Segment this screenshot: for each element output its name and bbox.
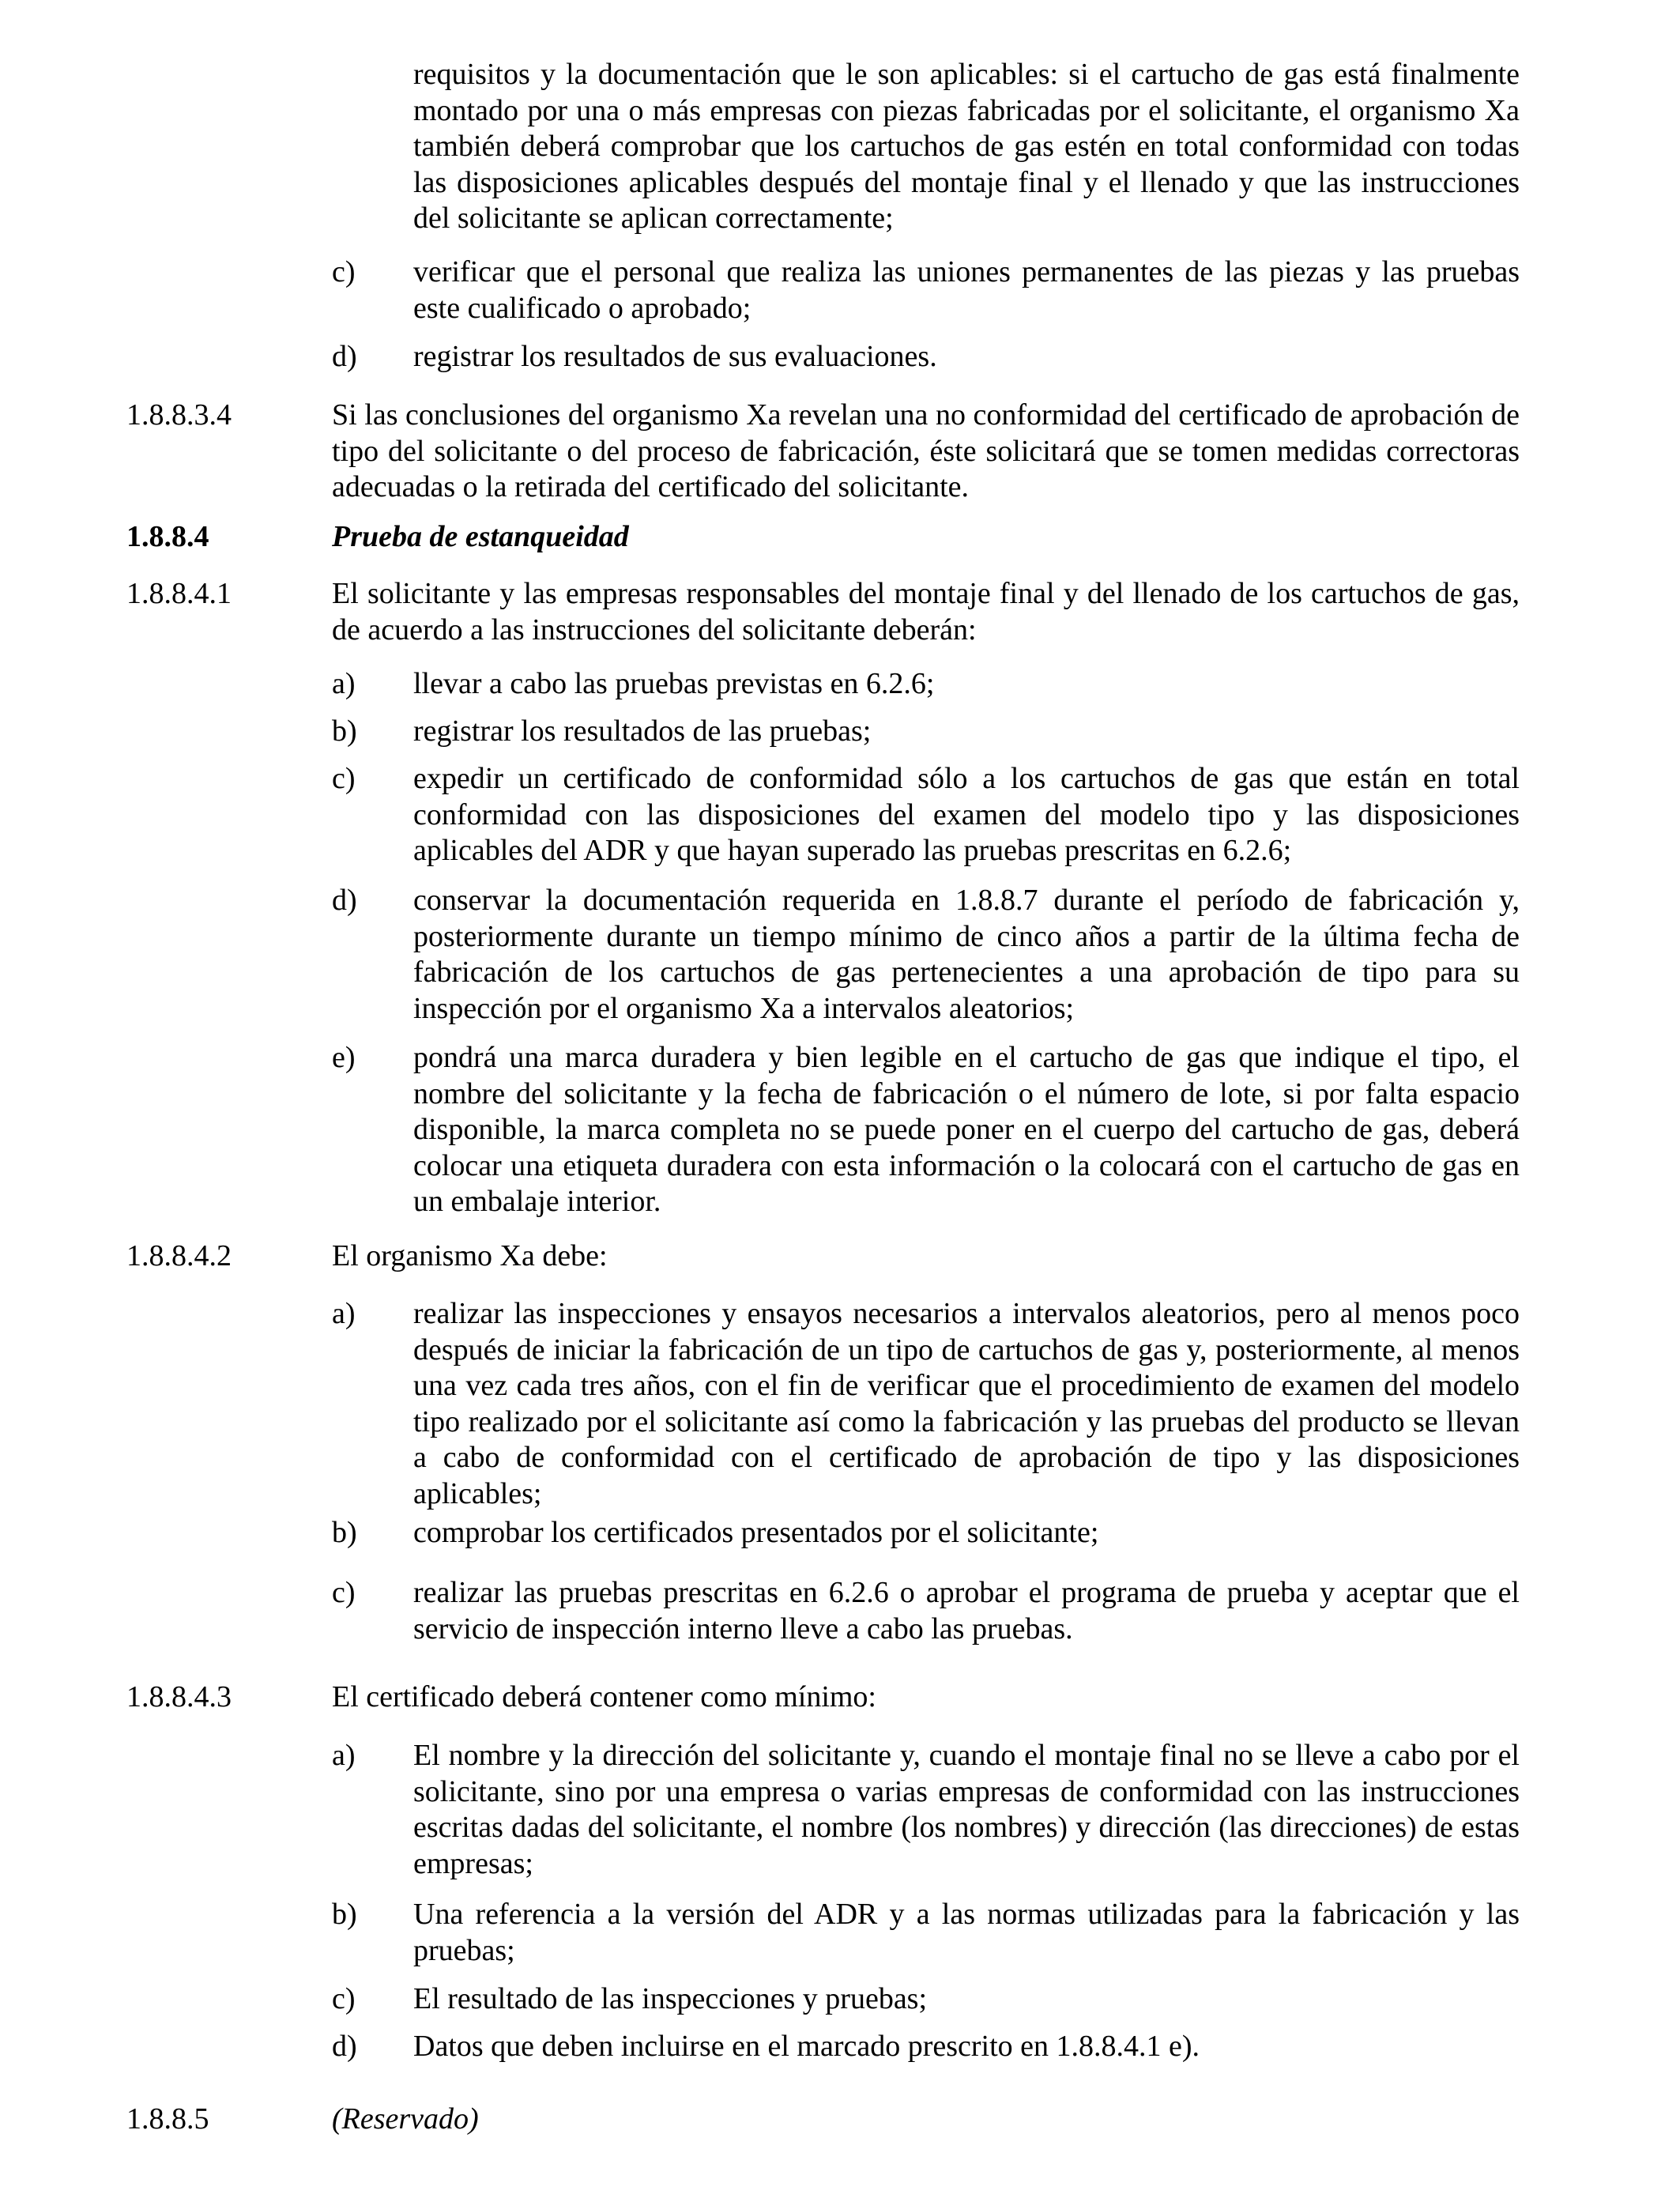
intro-paragraph: requisitos y la documentación que le son aplicables: si el cartucho de gas está finalmente montado por una o más empresas con piezas fabricadas por el solicitante, el organismo Xa también deberá comprobar que los cartuchos de gas estén en total conformidad con todas las disposiciones aplicables después del montaje final y el llenado y que las instrucciones del solicitante se aplican correctamente; xyxy=(413,58,1520,235)
list-text: registrar los resultados de sus evaluaciones. xyxy=(413,340,937,373)
list-letter: a) xyxy=(332,1739,356,1772)
list-letter: d) xyxy=(332,2030,357,2063)
section-number: 1.8.8.4.1 xyxy=(126,577,232,610)
list-text: expedir un certificado de conformidad sólo a los cartuchos de gas que están en total conformidad con las disposiciones del examen del modelo tipo y las disposiciones aplicables del ADR y que hayan superado las pruebas prescritas en 6.2.6; xyxy=(413,762,1520,867)
list-letter: b) xyxy=(332,1898,357,1931)
list-text: Datos que deben incluirse en el marcado prescrito en 1.8.8.4.1 e). xyxy=(413,2030,1200,2063)
section-number: 1.8.8.5 xyxy=(126,2102,209,2136)
list-letter: c) xyxy=(332,255,356,288)
section-text: El solicitante y las empresas responsables del montaje final y del llenado de los cartuchos de gas, de acuerdo a las instrucciones del solicitante deberán: xyxy=(332,577,1520,647)
list-letter: c) xyxy=(332,1576,356,1609)
section-text: El organismo Xa debe: xyxy=(332,1239,608,1272)
list-letter: e) xyxy=(332,1041,356,1074)
section-number: 1.8.8.4.2 xyxy=(126,1239,232,1272)
section-number: 1.8.8.4.3 xyxy=(126,1680,232,1713)
list-text: Una referencia a la versión del ADR y a las normas utilizadas para la fabricación y las pruebas; xyxy=(413,1898,1520,1967)
list-text: verificar que el personal que realiza las uniones permanentes de las piezas y las pruebas este cualificado o aprobado; xyxy=(413,255,1520,325)
list-letter: b) xyxy=(332,1516,357,1549)
list-text: conservar la documentación requerida en 1.8.8.7 durante el período de fabricación y, posteriormente durante un tiempo mínimo de cinco años a partir de la última fecha de fabricación de los cartuchos de gas pertenecientes a una aprobación de tipo para su inspección por el organismo Xa a intervalos aleatorios; xyxy=(413,884,1520,1025)
section-title: Prueba de estanqueidad xyxy=(332,520,629,553)
list-letter: b) xyxy=(332,714,357,748)
list-letter: d) xyxy=(332,884,357,917)
list-text: pondrá una marca duradera y bien legible en el cartucho de gas que indique el tipo, el nombre del solicitante y la fecha de fabricación o el número de lote, si por falta espacio disponible, la marca completa no se puede poner en el cuerpo del cartucho de gas, deberá colocar una etiqueta duradera con esta información o la colocará con el cartucho de gas en un embalaje interior. xyxy=(413,1041,1520,1218)
list-text: El resultado de las inspecciones y pruebas; xyxy=(413,1982,928,2015)
section-number: 1.8.8.3.4 xyxy=(126,398,232,432)
list-letter: a) xyxy=(332,667,356,700)
list-text: llevar a cabo las pruebas previstas en 6.2.6; xyxy=(413,667,935,700)
list-letter: a) xyxy=(332,1297,356,1330)
list-letter: c) xyxy=(332,1982,356,2015)
section-title: (Reservado) xyxy=(332,2102,479,2136)
list-text: El nombre y la dirección del solicitante y, cuando el montaje final no se lleve a cabo por el solicitante, sino por una empresa o varias empresas de conformidad con las instrucciones escritas dadas del solicitante, el nombre (los nombres) y dirección (las direcciones) de estas empresas; xyxy=(413,1739,1520,1880)
list-text: realizar las pruebas prescritas en 6.2.6 o aprobar el programa de prueba y aceptar que el servicio de inspección interno lleve a cabo las pruebas. xyxy=(413,1576,1520,1646)
list-text: comprobar los certificados presentados por el solicitante; xyxy=(413,1516,1099,1549)
list-text: registrar los resultados de las pruebas; xyxy=(413,714,872,748)
section-text: El certificado deberá contener como mínimo: xyxy=(332,1680,876,1713)
list-text: realizar las inspecciones y ensayos necesarios a intervalos aleatorios, pero al menos poco después de iniciar la fabricación de un tipo de cartuchos de gas y, posteriormente, al menos una vez cada tres años, con el fin de verificar que el procedimiento de examen del modelo tipo realizado por el solicitante así como la fabricación y las pruebas del producto se llevan a cabo de conformidad con el certificado de aprobación de tipo y las disposiciones aplicables; xyxy=(413,1297,1520,1510)
list-letter: c) xyxy=(332,762,356,795)
section-text: Si las conclusiones del organismo Xa revelan una no conformidad del certificado de aprobación de tipo del solicitante o del proceso de fabricación, éste solicitará que se tomen medidas correctoras adecuadas o la retirada del certificado del solicitante. xyxy=(332,398,1520,503)
list-letter: d) xyxy=(332,340,357,373)
section-number: 1.8.8.4 xyxy=(126,520,209,553)
